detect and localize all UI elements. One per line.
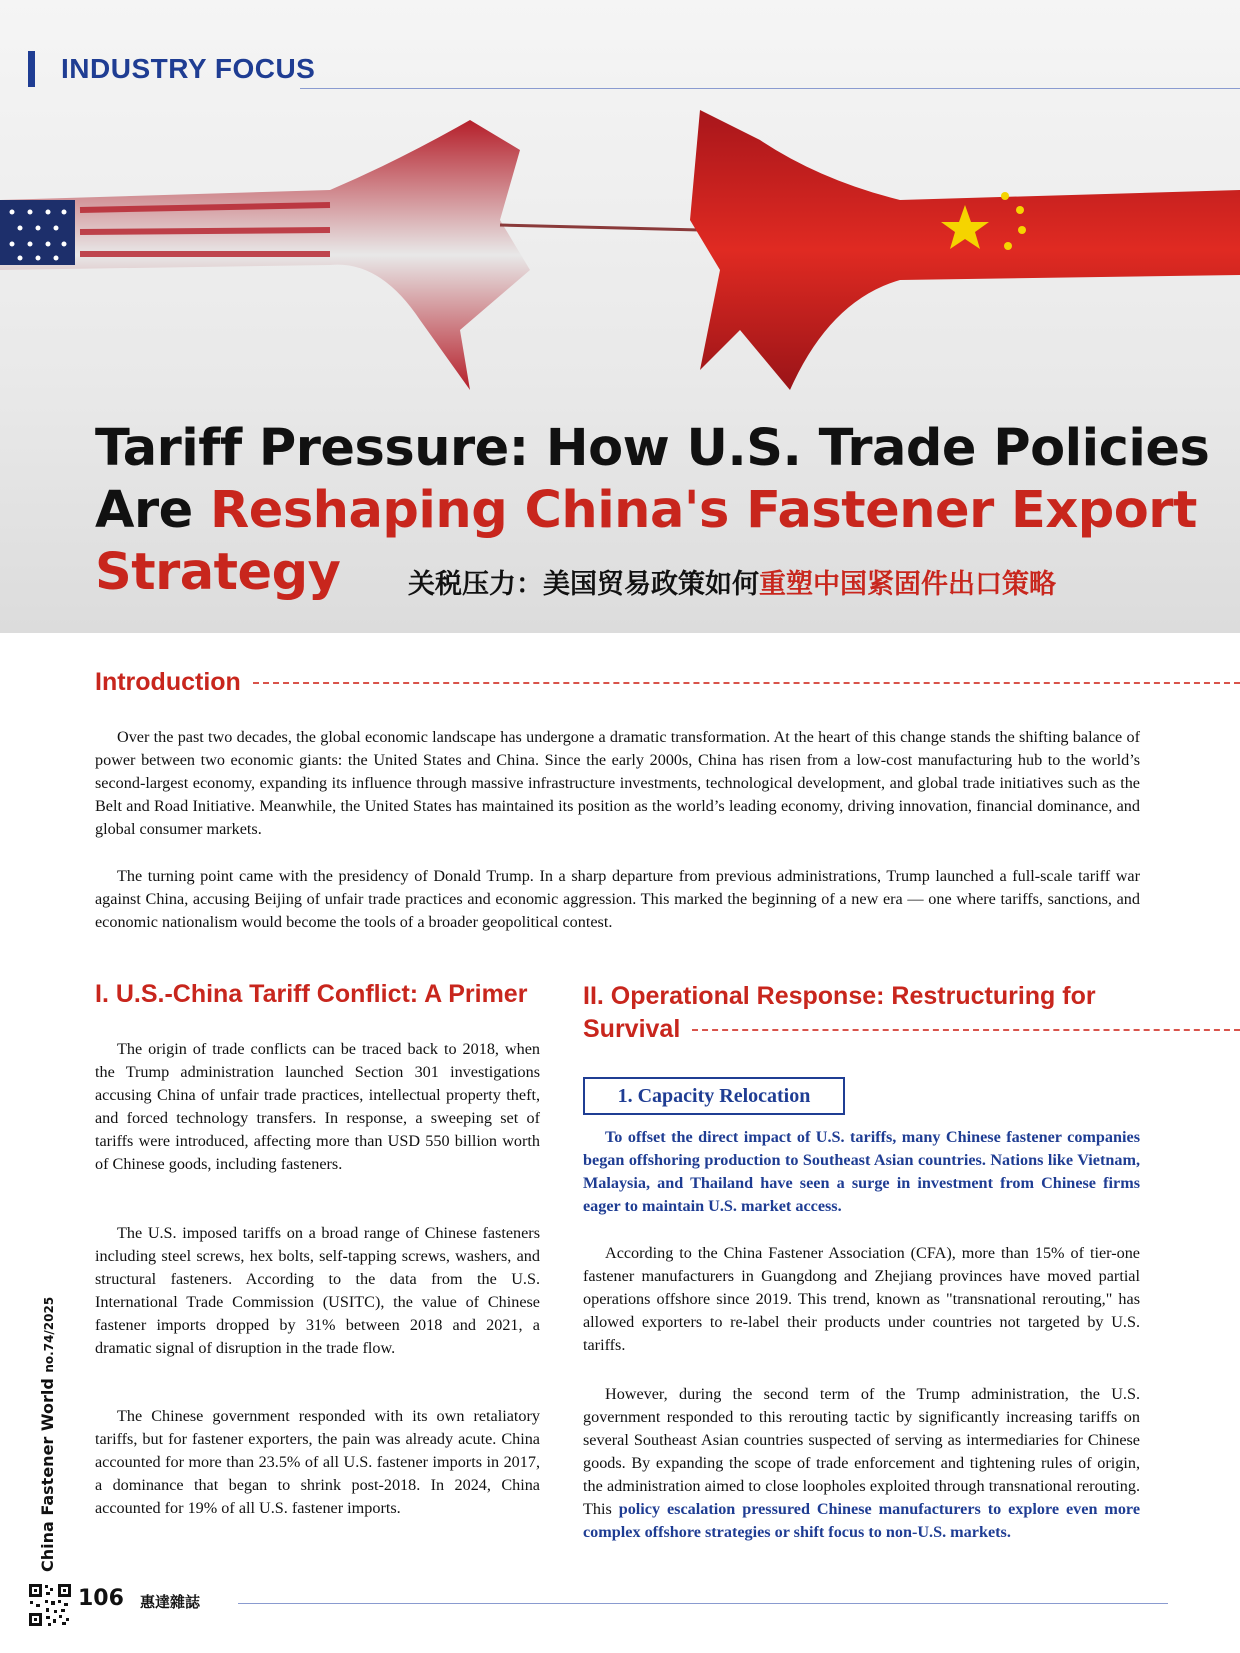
heading-dashed-rule — [692, 1029, 1240, 1031]
section-1-paragraph-3: The Chinese government responded with its own retaliatory tariffs, but for fastener exporters, the pain was already acute. China accounted for more than 23.5% of all U.S. fastener imports in 2017, a dominance that began to shrink post-2018. In 2024, China accounted for 19% of all U.S. fastener imports. — [95, 1407, 540, 1517]
footer-rule — [238, 1603, 1168, 1604]
publisher-name: 惠達雜誌 — [140, 1593, 201, 1611]
qr-code-icon — [28, 1583, 72, 1627]
section-tag-label: INDUSTRY FOCUS — [61, 53, 316, 84]
issue-number: no.74/2025 — [42, 1296, 56, 1373]
vertical-magazine-label — [38, 1297, 57, 1572]
heading-dashed-rule — [253, 682, 1240, 684]
section-2-heading-line-1: II. Operational Response: Restructuring for — [583, 982, 1096, 1010]
title-line-1: Tariff Pressure: How U.S. Trade Policies — [95, 419, 1210, 478]
section-1-paragraph-2: The U.S. imposed tariffs on a broad range of Chinese fasteners including steel screws, hex bolts, self-tapping screws, washers, and structural fasteners. According to the data from the U.S. International Trade Commission (USITC), the value of Chinese fastener imports dropped by 31% between 2018 and 2021, a dramatic signal of disruption in the trade flow. — [95, 1224, 540, 1357]
introduction-paragraph-1: Over the past two decades, the global economic landscape has undergone a dramatic transformation. At the heart of this change stands the shifting balance of power between two economic giants: the United States and China. Since the early 2000s, China has risen from a low-cost manufacturing hub to the world’s second-largest economy, expanding its influence through massive infrastructure investments, technological development, and global trade initiatives such as the Belt and Road Initiative. Meanwhile, the United States has maintained its position as the world’s leading economy, driving innovation, financial dominance, and global consumer markets. — [95, 728, 1140, 838]
chinese-title-red: 重塑中国紧固件出口策略 — [759, 569, 1056, 600]
subheading-box — [583, 1077, 845, 1115]
section-2-heading — [583, 980, 1240, 1046]
title-line-2-black: Are — [95, 481, 210, 540]
introduction-paragraph-2: The turning point came with the presidency of Donald Trump. In a sharp departure from previous administrations, Trump launched a full-scale tariff war against China, accusing Beijing of unfair trade practices and economic aggression. This marked the beginning of a new era — one where tariffs, sanctions, and economic nationalism would become the tools of a broader geopolitical contest. — [95, 867, 1140, 931]
page-number: 106 — [78, 1586, 124, 1611]
section-1-heading: I. U.S.-China Tariff Conflict: A Primer — [95, 980, 528, 1008]
subheading-label: 1. Capacity Relocation — [617, 1084, 811, 1107]
hero-banner — [0, 0, 1240, 633]
section-1-paragraph-1: The origin of trade conflicts can be traced back to 2018, when the Trump administration launched Section 301 investigations accusing China of unfair trade practices, intellectual property theft, and forced technology transfers. In response, a sweeping set of tariffs were introduced, affecting more than USD 550 billion worth of Chinese goods, including fasteners. — [95, 1040, 540, 1173]
section-2-paragraph-1: To offset the direct impact of U.S. tariffs, many Chinese fastener companies began offshoring production to Southeast Asian countries. Nations like Vietnam, Malaysia, and Thailand have seen a surge in investment from Chinese firms eager to maintain U.S. market access. — [583, 1128, 1140, 1215]
chinese-title-black: 关税压力：美国贸易政策如何 — [408, 569, 759, 600]
title-line-2 — [95, 480, 1225, 542]
section-2-heading-line-2: Survival — [583, 1015, 681, 1043]
section-2-paragraph-3-plain: However, during the second term of the Trump administration, the U.S. government responded to this rerouting tactic by significantly increasing tariffs on several Southeast Asian countries suspected of serving as intermediaries for Chinese goods. By expanding the scope of trade enforcement and tightening rules of origin, the administration aimed to close loopholes exploited through transnational rerouting. This — [583, 1385, 1140, 1518]
chinese-title — [408, 562, 1056, 601]
section-2-paragraph-3-highlight: policy escalation pressured Chinese manufacturers to explore even more complex offshore strategies or shift focus to non-U.S. markets. — [583, 1500, 1141, 1541]
section-2-paragraph-2: According to the China Fastener Association (CFA), more than 15% of tier-one fastener manufacturers in Guangdong and Zhejiang provinces have moved partial operations offshore since 2019. This trend, known as "transnational rerouting," has allowed exporters to re-label their products under countries not targeted by U.S. tariffs. — [583, 1244, 1140, 1354]
introduction-heading-row — [95, 668, 1240, 697]
title-line-2-red: Reshaping China's Fastener Export — [209, 481, 1197, 540]
title-line-3: Strategy — [95, 543, 341, 602]
torn-rope-illustration — [0, 70, 1240, 430]
magazine-name: China Fastener World — [38, 1378, 57, 1572]
section-2-paragraph-3 — [583, 1383, 1140, 1544]
section-2-heading-row-2 — [583, 1013, 1240, 1046]
introduction-heading: Introduction — [95, 668, 241, 696]
